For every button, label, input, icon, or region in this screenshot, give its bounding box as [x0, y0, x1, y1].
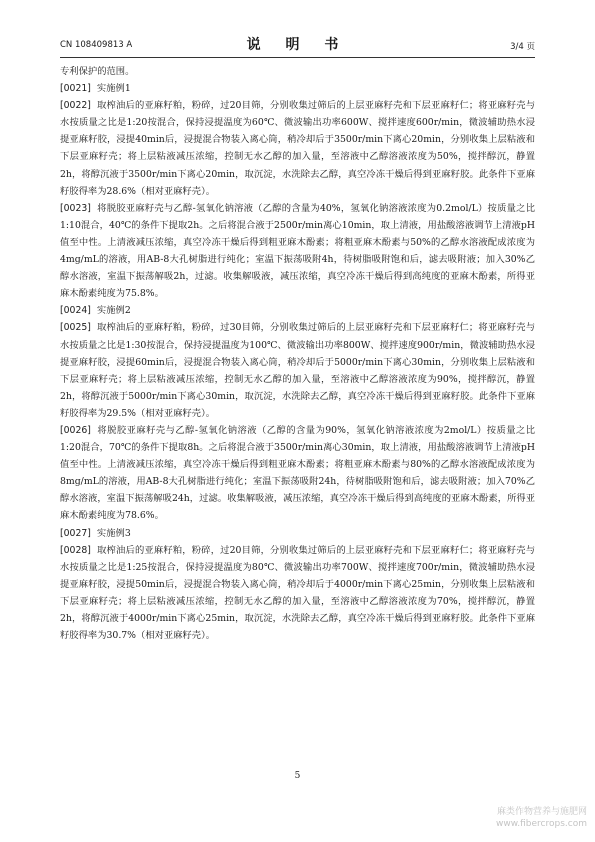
page-number: 5: [294, 771, 301, 781]
paragraph-0022: [60, 97, 535, 200]
patent-number: CN 108409813 A: [60, 40, 133, 50]
paragraph-text: 将脱胶亚麻籽壳与乙醇-氢氧化钠溶液（乙醇的含量为40%，氢氧化钠溶液浓度为0.2mol/L）按质量之比1:10混合，40℃的条件下提取2h。之后将混合液于2500r/min离心10min，取上清液，用盐酸溶液调节上清液pH值至中性。上清液减压浓缩，真空冷冻干燥后得到粗亚麻木酚素；将粗亚麻木酚素与50%的乙醇水溶液配成浓度为4mg/mL的溶液，用AB-8大孔树脂进行纯化；室温下振荡吸附4h，待树脂吸附饱和后，滤去吸附液；加入30%乙醇水溶液，室温下振荡解吸2h，过滤。收集解吸液，减压浓缩，真空冷冻干燥后得到高纯度的亚麻木酚素，所得亚麻木酚素纯度为75.8%。: [60, 202, 535, 300]
paragraph-number: [0021]: [60, 83, 91, 95]
paragraph-text: 实施例3: [96, 527, 131, 539]
paragraph-text: 取榨油后的亚麻籽粕，粉碎，过20目筛，分别收集过筛后的上层亚麻籽壳和下层亚麻籽仁；将亚麻籽壳与水按质量之比是1:25按混合，保持浸提温度为80℃、微波输出功率700W、搅拌速度700r/min，微波辅助热水浸提亚麻籽胶，浸提50min后，浸提混合物装入离心筒，稍冷却后于4000r/min下离心25min，分别收集上层粘液和下层亚麻籽壳；将上层粘液减压浓缩，控制无水乙醇的加入量，至溶液中乙醇溶液浓度为70%，搅拌醇沉，静置2h，将醇沉液于4000r/min下离心25min，取沉淀，水洗除去乙醇，真空冷冻干燥后得到亚麻籽胶。此条件下亚麻籽胶得率为30.7%（相对亚麻籽壳）。: [60, 544, 535, 642]
document-body: [60, 63, 535, 644]
paragraph-number: [0024]: [60, 305, 91, 317]
paragraph-number: [0027]: [60, 527, 91, 539]
watermark-url: www.fibercrops.com: [496, 819, 587, 829]
watermark-site-name: 麻类作物营养与施肥网: [496, 807, 587, 817]
paragraph-text: 取榨油后的亚麻籽粕，粉碎，过20目筛，分别收集过筛后的上层亚麻籽壳和下层亚麻籽仁；将亚麻籽壳与水按质量之比是1:20按混合，保持浸提温度为60℃、微波输出功率600W、搅拌速度600r/min，微波辅助热水浸提亚麻籽胶，浸提40min后，浸提混合物装入离心筒，稍冷却后于3500r/min下离心20min，分别收集上层粘液和下层亚麻籽壳；将上层粘液减压浓缩，控制无水乙醇的加入量，至溶液中乙醇溶液浓度为50%，搅拌醇沉，静置2h，将醇沉液于3500r/min下离心20min，取沉淀，水洗除去乙醇，真空冷冻干燥后得到亚麻籽胶。此条件下亚麻籽胶得率为28.6%（相对亚麻籽壳）。: [60, 100, 535, 197]
paragraph-0024: [60, 302, 535, 319]
intro-line: 专利保护的范围。: [60, 66, 135, 77]
paragraph-0026: [60, 422, 535, 525]
page-indicator: 3/4 页: [510, 42, 535, 52]
paragraph-0021: [60, 80, 535, 97]
paragraph-number: [0028]: [60, 544, 91, 556]
paragraph-number: [0026]: [60, 424, 91, 436]
paragraph-0028: [60, 542, 535, 645]
header-divider: [60, 57, 535, 58]
paragraph-0027: [60, 525, 535, 542]
document-title: 说 明 书: [246, 37, 349, 53]
paragraph-text: 取榨油后的亚麻籽粕，粉碎，过30目筛，分别收集过筛后的上层亚麻籽壳和下层亚麻籽仁；将亚麻籽壳与水按质量之比是1:30按混合，保持浸提温度为100℃、微波输出功率800W、搅拌速度900r/min，微波辅助热水浸提亚麻籽胶，浸提60min后，浸提混合物装入离心筒，稍冷却后于5000r/min下离心30min，分别收集上层粘液和下层亚麻籽壳；将上层粘液减压浓缩，控制无水乙醇的加入量，至溶液中乙醇溶液浓度为90%，搅拌醇沉，静置2h，将醇沉液于5000r/min下离心30min，取沉淀，水洗除去乙醇，真空冷冻干燥后得到亚麻籽胶。此条件下亚麻籽胶得率为29.5%（相对亚麻籽壳）。: [60, 322, 535, 419]
paragraph-text: 实施例2: [96, 305, 131, 317]
page-header: [60, 32, 535, 56]
paragraph-number: [0025]: [60, 322, 91, 334]
paragraph-number: [0022]: [60, 100, 91, 112]
paragraph-text: 实施例1: [96, 83, 131, 95]
paragraph-0023: [60, 200, 535, 303]
paragraph-number: [0023]: [60, 202, 91, 214]
watermark: [496, 806, 587, 830]
paragraph-0025: [60, 319, 535, 422]
paragraph-text: 将脱胶亚麻籽壳与乙醇-氢氧化钠溶液（乙醇的含量为90%，氢氧化钠溶液浓度为2mol/L）按质量之比1:20混合，70℃的条件下提取8h。之后将混合液于3500r/min离心30min，取上清液，用盐酸溶液调节上清液pH值至中性。上清液减压浓缩，真空冷冻干燥后得到粗亚麻木酚素；将粗亚麻木酚素与80%的乙醇水溶液配成浓度为8mg/mL的溶液，用AB-8大孔树脂进行纯化；室温下振荡吸附24h，待树脂吸附饱和后，滤去吸附液；加入70%乙醇水溶液，室温下振荡解吸24h，过滤。收集解吸液，减压浓缩，真空冷冻干燥后得到高纯度的亚麻木酚素，所得亚麻木酚素纯度为78.6%。: [60, 424, 535, 522]
